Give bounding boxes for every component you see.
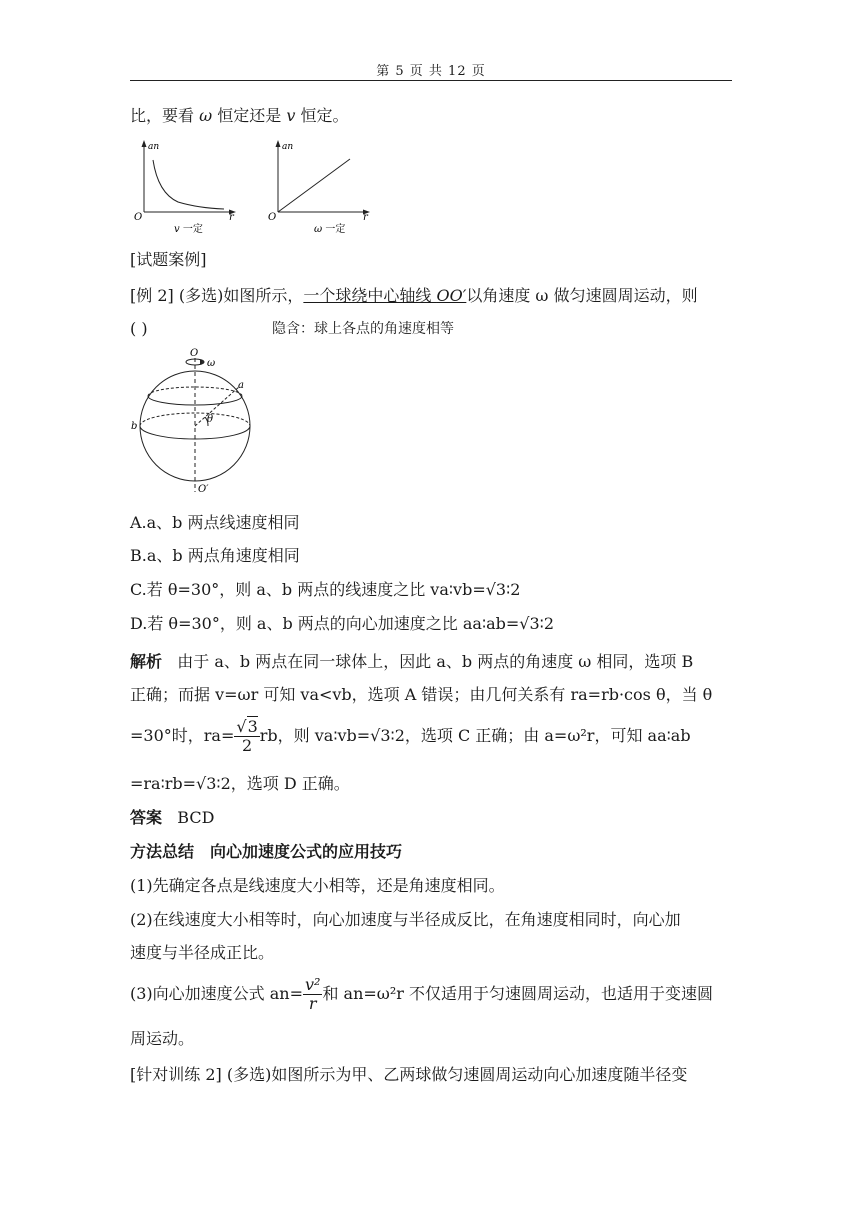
sphere-bottom-label: O′ <box>198 484 209 495</box>
intro-omega: ω <box>199 106 213 125</box>
training-line <box>130 1063 687 1087</box>
graph1-caption: v 一定 <box>174 224 203 235</box>
sphere-omega-label: ω <box>207 358 216 369</box>
graph1-origin: O <box>134 212 143 223</box>
graph-inverse <box>134 140 236 235</box>
sphere-top-label: O <box>190 348 199 359</box>
sphere-theta: θ <box>207 414 214 425</box>
option-d: D.若 θ=30°，则 a、b 两点的向心加速度之比 aa∶ab=√3∶2 <box>130 614 555 633</box>
hint-annotation: 隐含：球上各点的角速度相等 <box>272 321 454 337</box>
intro-v: v <box>286 106 296 125</box>
example-line-2 <box>130 317 148 341</box>
section-label: [试题案例] <box>130 250 207 269</box>
graph2-origin: O <box>268 212 277 223</box>
graph1-xlabel: r <box>229 212 234 223</box>
graph-linear <box>268 140 370 235</box>
example-text-b: 以角速度 ω 做匀速圆周运动，则 <box>466 286 698 305</box>
summary-p3a: (3)向心加速度公式 an= $\frac{\text{v²}}{r}$ 和 an=ω²r 不仅适用于匀速圆周运动，也适用于变速圆 <box>130 975 714 1013</box>
answer-value: BCD <box>177 808 215 827</box>
intro-line <box>130 104 348 128</box>
answer-label: 答案 <box>130 808 163 827</box>
option-c: C.若 θ=30°，则 a、b 两点的线速度之比 va∶vb=√3∶2 <box>130 580 521 599</box>
page-header: 第 5 页 共 12 页 <box>376 64 486 79</box>
example-line-1 <box>130 284 698 308</box>
graph2-xlabel: r <box>363 212 368 223</box>
option-b: B.a、b 两点角速度相同 <box>130 546 300 565</box>
summary-p2a: (2)在线速度大小相等时，向心加速度与半径成反比，在角速度相同时，向心加 <box>130 910 681 929</box>
training-text: (多选)如图所示为甲、乙两球做匀速圆周运动向心加速度随半径变 <box>226 1065 688 1084</box>
intro-text-c: 恒定。 <box>295 106 349 125</box>
sphere-point-b: b <box>131 421 138 432</box>
graphs-figure <box>128 138 388 238</box>
analysis-line-4: =ra∶rb=√3∶2，选项 D 正确。 <box>130 774 350 793</box>
fraction-v2-over-r: $\frac{\text{v²}}{r}$ <box>305 975 321 1013</box>
example-text-a: 如图所示， <box>223 286 304 305</box>
intro-text-b: 恒定还是 <box>212 106 287 125</box>
fraction-sqrt3-over-2: $\frac{√3}{2}$ <box>236 717 258 755</box>
graph1-ylabel: an <box>148 142 160 152</box>
example-label: [例 2] <box>130 286 174 305</box>
example-underlined: 一个球绕中心轴线 OO′ <box>303 286 467 305</box>
option-a: A.a、b 两点线速度相同 <box>130 513 300 532</box>
analysis-label: 解析 <box>130 652 163 671</box>
hyperbola-curve <box>153 160 224 209</box>
example-type: (多选) <box>178 286 224 305</box>
graph2-caption: ω 一定 <box>314 224 346 235</box>
training-label: [针对训练 2] <box>130 1065 222 1084</box>
answer-line <box>130 806 214 830</box>
intro-text-a: 比，要看 <box>130 106 200 125</box>
answer-paren: ( ) <box>130 319 148 338</box>
header-rule <box>130 80 732 81</box>
sphere-figure <box>128 344 263 499</box>
summary-p3b: 周运动。 <box>130 1029 195 1048</box>
summary-title: 方法总结 向心加速度公式的应用技巧 <box>130 842 403 861</box>
analysis-line-3: =30°时，ra= $\frac{√3}{2}$ rb，则 va∶vb=√3∶2，选项 C 正确；由 a=ω²r，可知 aa∶ab <box>130 717 691 755</box>
analysis-line-2: 正确；而据 v=ωr 可知 va<vb，选项 A 错误；由几何关系有 ra=rb·cos θ，当 θ <box>130 685 713 704</box>
graph2-ylabel: an <box>282 142 294 152</box>
linear-line <box>278 159 350 212</box>
sphere-point-a: a <box>238 380 244 391</box>
summary-p2b: 速度与半径成正比。 <box>130 943 275 962</box>
analysis-line-1: 解析 由于 a、b 两点在同一球体上，因此 a、b 两点的角速度 ω 相同，选项 B <box>130 652 694 671</box>
summary-p1: (1)先确定各点是线速度大小相等，还是角速度相同。 <box>130 876 505 895</box>
